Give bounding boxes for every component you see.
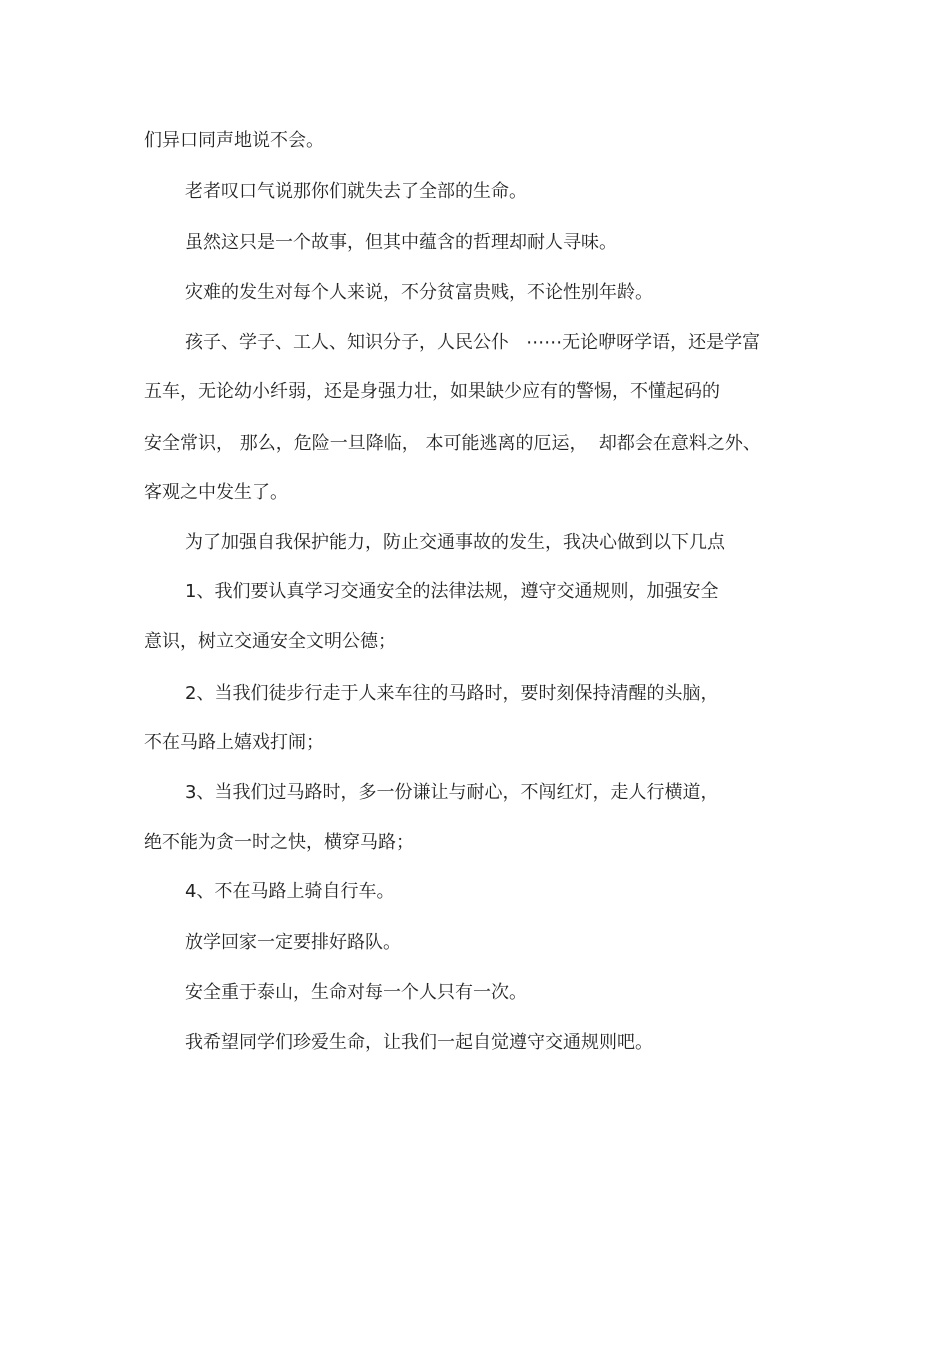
text-line-6: 五车，无论幼小纤弱，还是身强力壮，如果缺少应有的警惕，不懂起码的 [144, 381, 720, 402]
text-line-5: 孩子、学子、工人、知识分子，人民公仆 ⋯⋯无论咿呀学语，还是学富 [185, 332, 761, 353]
text-line-8: 客观之中发生了。 [144, 482, 288, 503]
text-line-17: 放学回家一定要排好路队。 [185, 932, 401, 953]
text-line-12: 2、当我们徒步行走于人来车往的马路时，要时刻保持清醒的头脑， [185, 683, 719, 704]
text-line-16: 4、不在马路上骑自行车。 [185, 881, 395, 902]
text-line-19: 我希望同学们珍爱生命，让我们一起自觉遵守交通规则吧。 [185, 1032, 653, 1053]
text-line-1: 们异口同声地说不会。 [144, 130, 324, 151]
text-line-15: 绝不能为贪一时之快，横穿马路； [144, 832, 414, 853]
text-line-9: 为了加强自我保护能力，防止交通事故的发生，我决心做到以下几点 [185, 532, 725, 553]
text-line-7: 安全常识， 那么，危险一旦降临， 本可能逃离的厄运， 却都会在意料之外、 [144, 433, 761, 454]
text-line-10: 1、我们要认真学习交通安全的法律法规，遵守交通规则，加强安全 [185, 581, 719, 602]
text-line-14: 3、当我们过马路时，多一份谦让与耐心，不闯红灯，走人行横道， [185, 782, 719, 803]
text-line-3: 虽然这只是一个故事，但其中蕴含的哲理却耐人寻味。 [185, 232, 617, 253]
text-line-13: 不在马路上嬉戏打闹； [144, 732, 324, 753]
text-line-2: 老者叹口气说那你们就失去了全部的生命。 [185, 181, 527, 202]
text-line-11: 意识，树立交通安全文明公德； [144, 631, 396, 652]
text-line-18: 安全重于泰山，生命对每一个人只有一次。 [185, 982, 527, 1003]
text-line-4: 灾难的发生对每个人来说，不分贫富贵贱，不论性别年龄。 [185, 282, 653, 303]
